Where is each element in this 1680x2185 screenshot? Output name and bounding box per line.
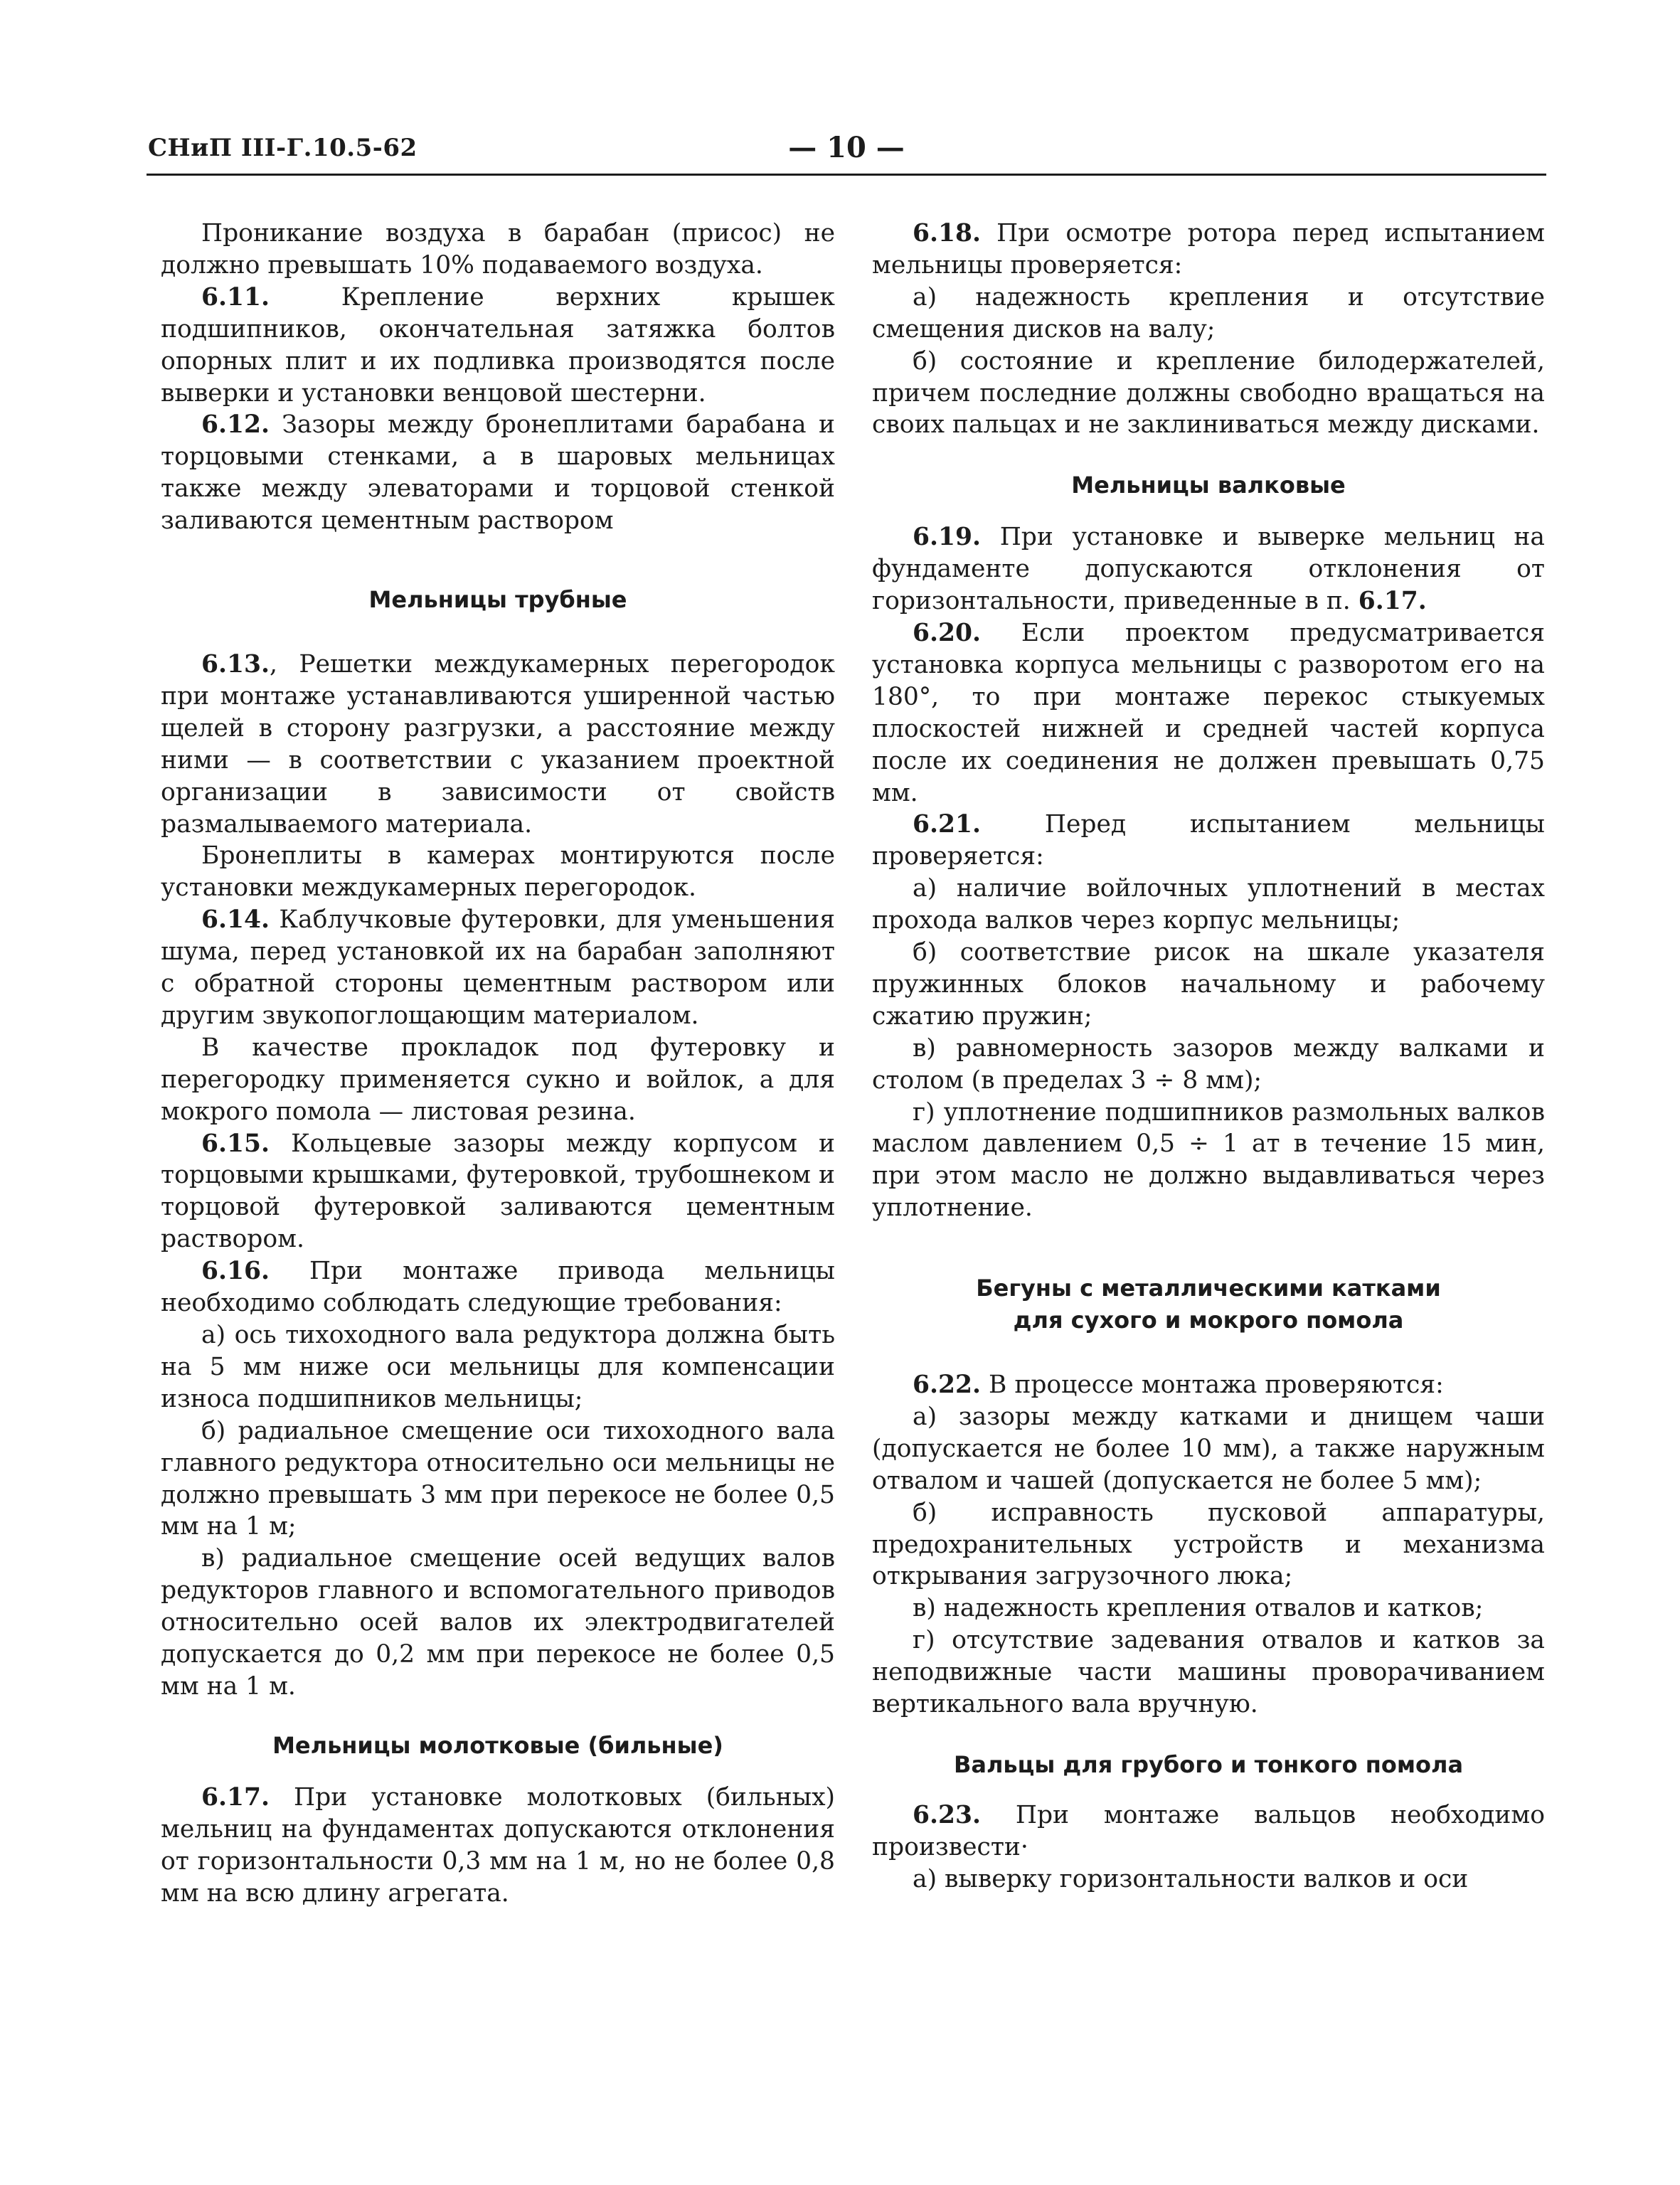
clause-number: 6.11. xyxy=(201,282,270,312)
paragraph-6-22-d: г) отсутствие задевания отвалов и катков за неподвижные части машины проворачиванием вертикального вала вручную. xyxy=(872,1626,1545,1719)
clause-number: 6.19. xyxy=(913,523,982,552)
clause-number: 6.13. xyxy=(201,649,270,679)
paragraph-6-18: 6.18. При осмотре ротора перед испытанием мельницы проверяется: xyxy=(872,219,1545,280)
paragraph-6-16-a: а) ось тихоходного вала редуктора должна быть на 5 мм ниже оси мельницы для компенсации износа подшипников мельницы; xyxy=(161,1321,835,1413)
paragraph-6-23-a: а) выверку горизонтальности валков и оси xyxy=(913,1864,1469,1893)
paragraph-6-22-c: в) надежность крепления отвалов и катков; xyxy=(913,1594,1484,1623)
section-heading-tube-mills: Мельницы трубные xyxy=(368,586,627,614)
paragraph-6-13-b: Бронеплиты в камерах монтируются после установки междукамерных перегородок. xyxy=(161,841,835,903)
paragraph-6-23: 6.23. При монтаже вальцов необходимо произвести· xyxy=(872,1800,1545,1861)
section-heading-rolling-mills: Вальцы для грубого и тонкого помола xyxy=(953,1750,1464,1778)
page-number: — 10 — xyxy=(788,131,905,164)
header-rule xyxy=(147,174,1546,176)
clause-number: 6.23. xyxy=(913,1800,982,1829)
paragraph-6-18-b: б) состояние и крепление билодержателей, причем последние должны свободно вращаться на своих пальцах и не заклиниваться между дисками. xyxy=(872,346,1545,440)
section-heading-runners-line1: Бегуны с металлическими катками xyxy=(976,1275,1441,1302)
clause-reference: 6.17. xyxy=(1358,587,1427,616)
paragraph-6-12: 6.12. Зазоры между бронеплитами барабана и торцовыми стенками, а в шаровых мельницах также между элеваторами и торцовой стенкой заливаются цементным раствором xyxy=(161,410,835,536)
paragraph-6-19: 6.19. При установке и выверке мельниц на фундаменте допускаются отклонения от горизонтальности, приведенные в п. 6.17. xyxy=(872,523,1545,616)
paragraph-6-21-b: б) соответствие рисок на шкале указателя пружинных блоков начальному и рабочему сжатию пружин; xyxy=(872,938,1545,1031)
clause-number: 6.16. xyxy=(201,1257,270,1286)
paragraph-6-15: 6.15. Кольцевые зазоры между корпусом и торцовыми крышками, футеровкой, трубошнеком и торцовой футеровкой заливаются цементным раствором. xyxy=(161,1129,835,1254)
paragraph-6-18-a: а) надежность крепления и отсутствие смещения дисков на валу; xyxy=(872,282,1545,344)
paragraph-6-20: 6.20. Если проектом предусматривается установка корпуса мельницы с разворотом его на 180°, то при монтаже перекос стыкуемых плоскостей нижней и средней частей корпуса после их соединения не должен превышать 0,75 мм. xyxy=(872,618,1545,807)
document-code: СНиП III-Г.10.5-62 xyxy=(148,134,418,162)
right-column xyxy=(872,216,1545,1896)
left-column xyxy=(161,216,835,1909)
paragraph-6-21-c: в) равномерность зазоров между валками и столом (в пределах 3 ÷ 8 мм); xyxy=(872,1033,1545,1095)
paragraph-intro: Проникание воздуха в барабан (присос) не должно превышать 10% подаваемого воздуха. xyxy=(161,219,835,280)
paragraph-6-22-a: а) зазоры между катками и днищем чаши (допускается не более 10 мм), а также наружным отвалом и чашей (допускается не более 5 мм); xyxy=(872,1402,1545,1495)
clause-number: 6.21. xyxy=(913,810,982,839)
clause-number: 6.17. xyxy=(201,1782,270,1812)
paragraph-6-14: 6.14. Каблучковые футеровки, для уменьшения шума, перед установкой их на барабан заполняют с обратной стороны цементным раствором или другим звукопоглощающим материалом. xyxy=(161,905,835,1030)
paragraph-6-16-c: в) радиальное смещение осей ведущих валов редукторов главного и вспомогательного приводов относительно осей валов их электродвигателей допускается до 0,2 мм при перекосе не более 0,5 мм на 1 м. xyxy=(161,1544,835,1701)
clause-number: 6.18. xyxy=(913,219,982,248)
paragraph-6-14-b: В качестве прокладок под футеровку и перегородку применяется сукно и войлок, а для мокрого помола — листовая резина. xyxy=(161,1033,835,1126)
clause-number: 6.20. xyxy=(913,618,982,647)
clause-number: 6.14. xyxy=(201,905,270,935)
paragraph-6-16-b: б) радиальное смещение оси тихоходного вала главного редуктора относительно оси мельницы не должно превышать 3 мм при перекосе не более 0,5 мм на 1 м; xyxy=(161,1416,835,1541)
section-heading-runners-line2: для сухого и мокрого помола xyxy=(1013,1307,1404,1334)
clause-number: 6.15. xyxy=(201,1129,270,1158)
paragraph-6-21: 6.21. Перед испытанием мельницы проверяется: xyxy=(872,810,1545,871)
clause-number: 6.12. xyxy=(201,410,270,440)
paragraph-6-13: 6.13., Решетки междукамерных перегородок при монтаже устанавливаются уширенной частью щелей в сторону разгрузки, а расстояние между ними — в соответствии с указанием проектной организации в зависимости от свойств размалываемого материала. xyxy=(161,649,835,839)
section-heading-roller-mills: Мельницы валковые xyxy=(1071,472,1346,499)
paragraph-6-22-b: б) исправность пусковой аппаратуры, предохранительных устройств и механизма открывания загрузочного люка; xyxy=(872,1498,1545,1591)
paragraph-6-16: 6.16. При монтаже привода мельницы необходимо соблюдать следующие требования: xyxy=(161,1257,835,1318)
section-heading-hammer-mills: Мельницы молотковые (бильные) xyxy=(272,1731,723,1759)
paragraph-6-21-a: а) наличие войлочных уплотнений в местах прохода валков через корпус мельницы; xyxy=(872,874,1545,935)
paragraph-6-21-d: г) уплотнение подшипников размольных валков маслом давлением 0,5 ÷ 1 ат в течение 15 мин, при этом масло не должно выдавливаться через уплотнение. xyxy=(872,1097,1545,1223)
paragraph-6-11: 6.11. Крепление верхних крышек подшипников, окончательная затяжка болтов опорных плит и их подливка производятся после выверки и установки венцовой шестерни. xyxy=(161,282,835,408)
paragraph-6-17: 6.17. При установке молотковых (бильных) мельниц на фундаментах допускаются отклонения от горизонтальности 0,3 мм на 1 м, но не более 0,8 мм на всю длину агрегата. xyxy=(161,1782,835,1908)
paragraph-6-22: 6.22. В процессе монтажа проверяются: xyxy=(913,1371,1444,1399)
clause-number: 6.22. xyxy=(913,1371,982,1399)
